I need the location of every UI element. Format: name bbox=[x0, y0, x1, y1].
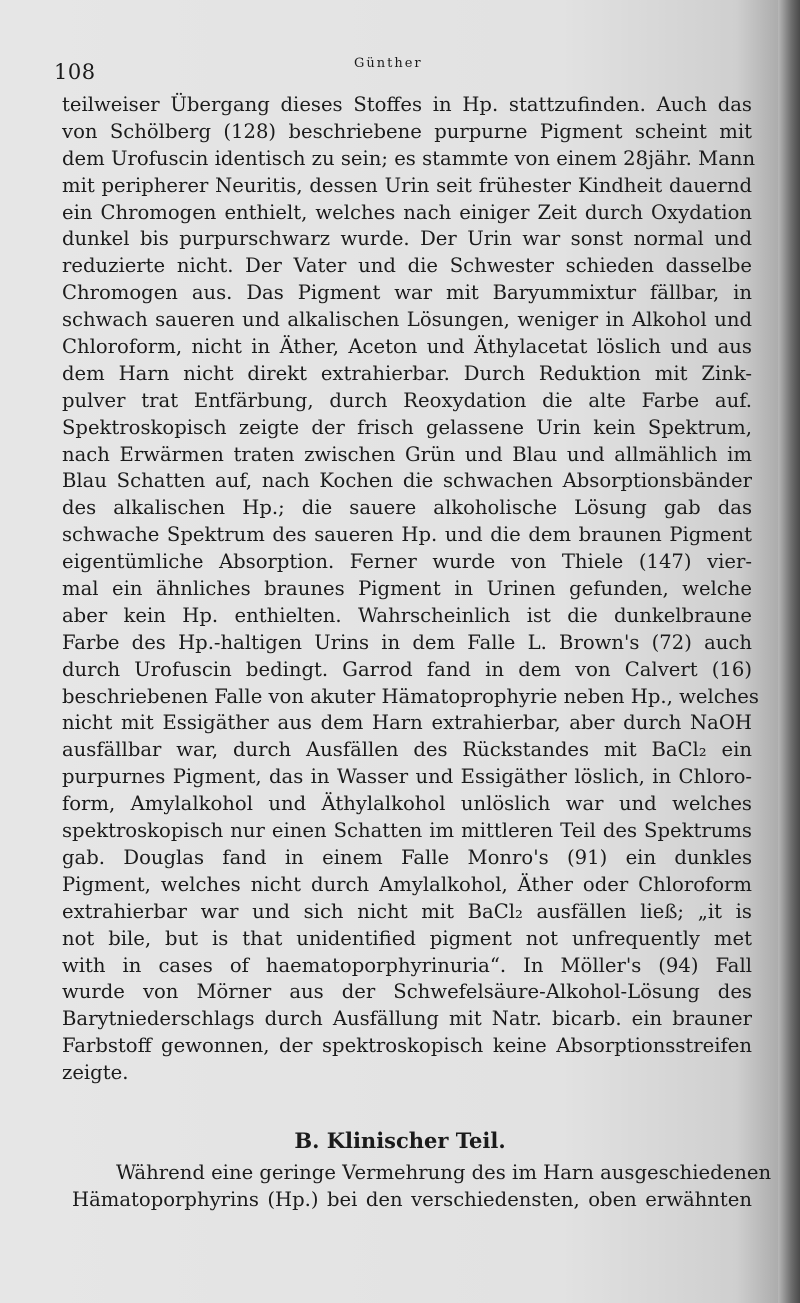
paragraph-1 bbox=[62, 92, 759, 1087]
text-line: not bile, but is that unidentified pigment not unfrequently met bbox=[62, 926, 752, 950]
text-line: ein Chromogen enthielt, welches nach einiger Zeit durch Oxydation bbox=[62, 200, 752, 224]
text-line: Farbe des Hp.-haltigen Urins in dem Falle L. Brown's (72) auch bbox=[62, 630, 752, 654]
text-line: schwach saueren und alkalischen Lösungen, weniger in Alkohol und bbox=[62, 308, 752, 332]
text-line: Farbstoff gewonnen, der spektroskopisch keine Absorptionsstreifen bbox=[62, 1034, 752, 1058]
text-line: teilweiser Übergang dieses Stoffes in Hp. stattzufinden. Auch das bbox=[62, 93, 752, 116]
paragraph-2 bbox=[72, 1160, 772, 1214]
text-line: with in cases of haematoporphyrinuria“. In Möller's (94) Fall bbox=[62, 953, 752, 977]
text-line: Barytniederschlags durch Ausfällung mit Natr. bicarb. ein brauner bbox=[62, 1007, 752, 1031]
text-line: form, Amylalkohol und Äthylalkohol unlöslich war und welches bbox=[62, 792, 752, 816]
text-line: Pigment, welches nicht durch Amylalkohol, Äther oder Chloroform bbox=[62, 872, 752, 896]
text-line: dem Harn nicht direkt extrahierbar. Durch Reduktion mit Zink- bbox=[62, 361, 752, 385]
text-line: durch Urofuscin bedingt. Garrod fand in dem von Calvert (16) bbox=[62, 657, 752, 681]
text-line: zeigte. bbox=[62, 1061, 129, 1085]
text-line: schwache Spektrum des saueren Hp. und die dem braunen Pigment bbox=[62, 523, 752, 547]
text-line: eigentümliche Absorption. Ferner wurde von Thiele (147) vier- bbox=[62, 550, 752, 574]
section-heading: B. Klinischer Teil. bbox=[294, 1128, 506, 1153]
page-header bbox=[54, 56, 744, 86]
running-head: Günther bbox=[354, 56, 423, 71]
text-line: Hämatoporphyrins (Hp.) bei den verschiedensten, oben erwähnten bbox=[72, 1187, 752, 1211]
text-line: dem Urofuscin identisch zu sein; es stammte von einem 28jähr. Mann bbox=[62, 146, 756, 170]
text-line: aber kein Hp. enthielten. Wahrscheinlich ist die dunkelbraune bbox=[62, 603, 752, 627]
text-line: mit peripherer Neuritis, dessen Urin seit frühester Kindheit dauernd bbox=[62, 173, 752, 197]
text-line: spektroskopisch nur einen Schatten im mittleren Teil des Spektrums bbox=[62, 819, 752, 843]
text-line: extrahierbar war und sich nicht mit BaCl₂ ausfällen ließ; „it is bbox=[62, 899, 752, 923]
text-line: nicht mit Essigäther aus dem Harn extrahierbar, aber durch NaOH bbox=[62, 711, 752, 735]
text-line: Chloroform, nicht in Äther, Aceton und Äthylacetat löslich und aus bbox=[62, 335, 752, 359]
text-line: gab. Douglas fand in einem Falle Monro's (91) ein dunkles bbox=[62, 845, 752, 869]
text-line: Spektroskopisch zeigte der frisch gelassene Urin kein Spektrum, bbox=[62, 415, 752, 439]
text-line: mal ein ähnliches braunes Pigment in Urinen gefunden, welche bbox=[62, 577, 752, 601]
text-line: dunkel bis purpurschwarz wurde. Der Urin war sonst normal und bbox=[62, 227, 752, 251]
text-line: wurde von Mörner aus der Schwefelsäure-Alkohol-Lösung des bbox=[62, 980, 752, 1004]
text-line: pulver trat Entfärbung, durch Reoxydation die alte Farbe auf. bbox=[62, 388, 752, 412]
text-line: Blau Schatten auf, nach Kochen die schwachen Absorptionsbänder bbox=[62, 469, 752, 493]
text-line: von Schölberg (128) beschriebene purpurne Pigment scheint mit bbox=[62, 119, 752, 143]
page-number: 108 bbox=[54, 60, 96, 84]
text-line: Chromogen aus. Das Pigment war mit Baryummixtur fällbar, in bbox=[62, 281, 752, 305]
text-line: reduzierte nicht. Der Vater und die Schwester schieden dasselbe bbox=[62, 254, 752, 278]
text-line: nach Erwärmen traten zwischen Grün und Blau und allmählich im bbox=[62, 442, 752, 466]
text-line: ausfällbar war, durch Ausfällen des Rückstandes mit BaCl₂ ein bbox=[62, 738, 752, 762]
text-line: beschriebenen Falle von akuter Hämatoprophyrie neben Hp., welches bbox=[62, 684, 759, 708]
text-line: des alkalischen Hp.; die sauere alkoholische Lösung gab das bbox=[62, 496, 752, 520]
text-line: purpurnes Pigment, das in Wasser und Essigäther löslich, in Chloro- bbox=[62, 765, 752, 789]
text-line: Während eine geringe Vermehrung des im Harn ausgeschiedenen bbox=[116, 1161, 772, 1184]
page-edge bbox=[778, 0, 800, 1303]
